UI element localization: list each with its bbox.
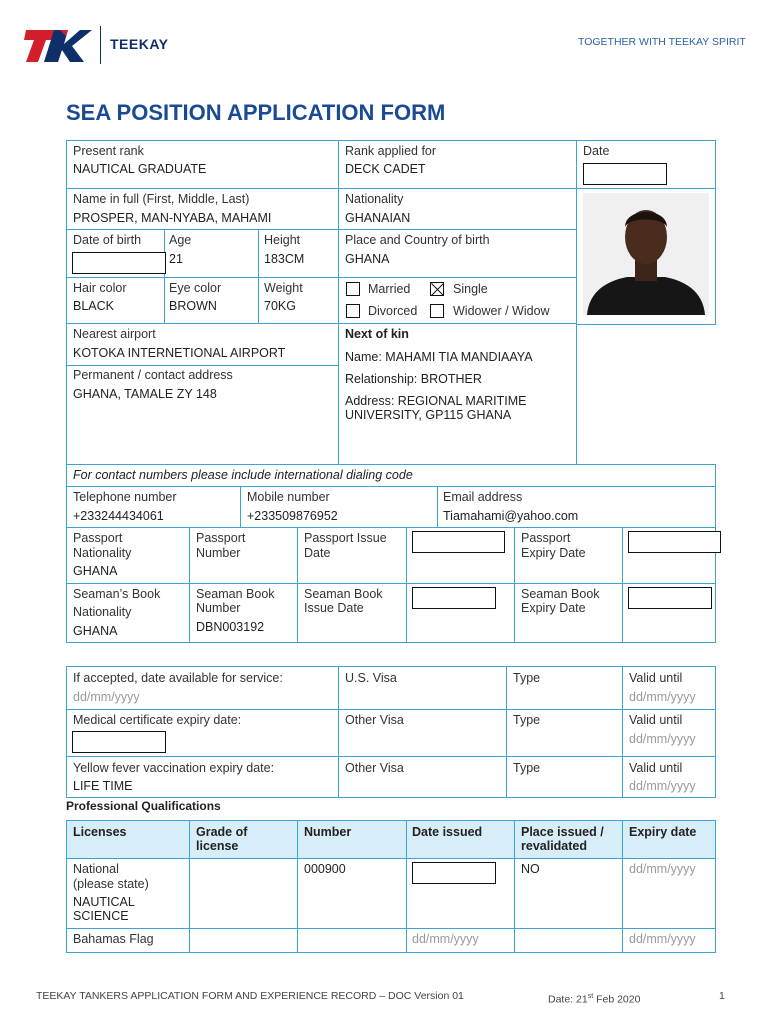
passport-expiry-label-1: Passport (521, 531, 571, 545)
license-national-expiry[interactable]: dd/mm/yyyy (629, 862, 696, 876)
col-place-2: revalidated (521, 839, 588, 853)
widower-checkbox[interactable] (430, 304, 444, 318)
mobile-value[interactable]: +233509876952 (247, 509, 338, 523)
passport-nationality-label-2: Nationality (73, 546, 132, 560)
next-of-kin-heading: Next of kin (345, 327, 409, 341)
airport-value[interactable]: KOTOKA INTERNETIONAL AIRPORT (73, 346, 286, 360)
hair-color-value[interactable]: BLACK (73, 299, 114, 313)
col-number: Number (304, 825, 352, 839)
single-checkbox[interactable] (430, 282, 444, 296)
seaman-nationality-label-1: Seaman’s Book (73, 587, 161, 601)
seaman-issue-field[interactable] (412, 587, 496, 609)
other-visa-1-type-label: Type (513, 713, 541, 727)
birthplace-value[interactable]: GHANA (345, 252, 390, 266)
other-visa-2-label: Other Visa (345, 761, 404, 775)
widower-label: Widower / Widow (453, 304, 550, 318)
seaman-number-label-2: Number (196, 601, 241, 615)
teekay-logo (24, 26, 174, 66)
date-label: Date (583, 144, 610, 158)
us-visa-type-label: Type (513, 671, 541, 685)
weight-value[interactable]: 70KG (264, 299, 296, 313)
airport-label: Nearest airport (73, 327, 156, 341)
weight-label: Weight (264, 281, 303, 295)
qualifications-heading: Professional Qualifications (66, 799, 221, 813)
nationality-value[interactable]: GHANAIAN (345, 211, 411, 225)
email-value[interactable]: Tiamahami@yahoo.com (443, 509, 579, 523)
other-visa-2-valid-field[interactable]: dd/mm/yyyy (629, 779, 696, 793)
married-label: Married (368, 282, 411, 296)
footer-date-sup: st (587, 993, 594, 1000)
eye-color-label: Eye color (169, 281, 222, 295)
address-value[interactable]: GHANA, TAMALE ZY 148 (73, 387, 217, 401)
license-national-place[interactable]: NO (521, 862, 540, 876)
passport-nationality-label-1: Passport (73, 531, 123, 545)
license-national-4[interactable]: SCIENCE (73, 909, 129, 923)
next-of-kin-name[interactable]: Name: MAHAMI TIA MANDIAAYA (345, 350, 533, 364)
present-rank-value[interactable]: NAUTICAL GRADUATE (73, 162, 207, 176)
seaman-expiry-label-1: Seaman Book (521, 587, 600, 601)
license-bahamas-expiry[interactable]: dd/mm/yyyy (629, 932, 696, 946)
seaman-expiry-field[interactable] (628, 587, 712, 609)
age-label: Age (169, 233, 192, 247)
divorced-label: Divorced (368, 304, 418, 318)
us-visa-label: U.S. Visa (345, 671, 397, 685)
height-label: Height (264, 233, 301, 247)
age-value[interactable]: 21 (169, 252, 183, 266)
license-national-2: (please state) (73, 877, 149, 891)
applicant-photo (583, 193, 709, 315)
tagline: TOGETHER WITH TEEKAY SPIRIT (578, 36, 746, 48)
us-visa-valid-field[interactable]: dd/mm/yyyy (629, 690, 696, 704)
form-title: SEA POSITION APPLICATION FORM (66, 100, 446, 125)
medical-field[interactable] (72, 731, 166, 753)
next-of-kin-address-2[interactable]: UNIVERSITY, GP115 GHANA (345, 408, 512, 422)
footer-doc-title: TEEKAY TANKERS APPLICATION FORM AND EXPERIENCE RECORD – DOC Version 01 (36, 990, 464, 1002)
col-licenses: Licenses (73, 825, 127, 839)
col-grade-1: Grade of (196, 825, 248, 839)
seaman-number-value[interactable]: DBN003192 (196, 620, 265, 634)
license-national-3[interactable]: NAUTICAL (73, 895, 135, 909)
teekay-logo-mark (24, 26, 92, 66)
other-visa-1-valid-label: Valid until (629, 713, 683, 727)
license-national-number[interactable]: 000900 (304, 862, 346, 876)
mobile-label: Mobile number (247, 490, 330, 504)
passport-nationality-value[interactable]: GHANA (73, 564, 118, 578)
other-visa-2-type-label: Type (513, 761, 541, 775)
qualifications-header-row (67, 821, 715, 858)
license-bahamas: Bahamas Flag (73, 932, 154, 946)
married-checkbox[interactable] (346, 282, 360, 296)
footer-date (548, 989, 640, 1008)
telephone-value[interactable]: +233244434061 (73, 509, 164, 523)
birthplace-label: Place and Country of birth (345, 233, 490, 247)
dob-label: Date of birth (73, 233, 142, 247)
email-label: Email address (443, 490, 523, 504)
col-grade-2: license (196, 839, 239, 853)
rank-applied-value[interactable]: DECK CADET (345, 162, 426, 176)
col-expiry: Expiry date (629, 825, 697, 839)
contact-note: For contact numbers please include international dialing code (73, 468, 413, 482)
nationality-label: Nationality (345, 192, 404, 206)
col-date-issued: Date issued (412, 825, 483, 839)
logo-wordmark: TEEKAY (110, 36, 169, 52)
single-label: Single (453, 282, 488, 296)
seaman-issue-label-1: Seaman Book (304, 587, 383, 601)
passport-issue-label-1: Passport Issue (304, 531, 387, 545)
seaman-expiry-label-2: Expiry Date (521, 601, 586, 615)
divorced-checkbox[interactable] (346, 304, 360, 318)
next-of-kin-address-1[interactable]: Address: REGIONAL MARITIME (345, 394, 527, 408)
next-of-kin-relationship[interactable]: Relationship: BROTHER (345, 372, 482, 386)
telephone-label: Telephone number (73, 490, 177, 504)
seaman-nationality-value[interactable]: GHANA (73, 624, 118, 638)
full-name-label: Name in full (First, Middle, Last) (73, 192, 250, 206)
license-bahamas-date[interactable]: dd/mm/yyyy (412, 932, 479, 946)
license-national-1: National (73, 862, 119, 876)
medical-label: Medical certificate expiry date: (73, 713, 242, 727)
passport-expiry-label-2: Expiry Date (521, 546, 586, 560)
other-visa-1-valid-field[interactable]: dd/mm/yyyy (629, 732, 696, 746)
availability-label: If accepted, date available for service: (73, 671, 283, 685)
full-name-value[interactable]: PROSPER, MAN-NYABA, MAHAMI (73, 211, 272, 225)
yellow-fever-label: Yellow fever vaccination expiry date: (73, 761, 275, 775)
yellow-fever-value[interactable]: LIFE TIME (73, 779, 133, 793)
other-visa-2-valid-label: Valid until (629, 761, 683, 775)
dob-field[interactable] (72, 252, 166, 274)
col-place-1: Place issued / (521, 825, 604, 839)
seaman-issue-label-2: Issue Date (304, 601, 364, 615)
hair-color-label: Hair color (73, 281, 127, 295)
footer-date-suffix: Feb 2020 (593, 993, 641, 1006)
seaman-number-label-1: Seaman Book (196, 587, 275, 601)
passport-number-label-1: Passport (196, 531, 246, 545)
eye-color-value[interactable]: BROWN (169, 299, 217, 313)
footer-page-number: 1 (719, 990, 725, 1002)
license-national-date-field[interactable] (412, 862, 496, 884)
date-field[interactable] (583, 163, 667, 185)
footer-date-prefix: Date: 21 (548, 993, 588, 1006)
rank-applied-label: Rank applied for (345, 144, 437, 158)
passport-issue-label-2: Date (304, 546, 331, 560)
passport-number-label-2: Number (196, 546, 241, 560)
passport-issue-field[interactable] (412, 531, 505, 553)
seaman-nationality-label-2: Nationality (73, 605, 132, 619)
logo-divider (100, 26, 101, 64)
passport-expiry-field[interactable] (628, 531, 721, 553)
present-rank-label: Present rank (73, 144, 144, 158)
availability-field[interactable]: dd/mm/yyyy (73, 690, 140, 704)
address-label: Permanent / contact address (73, 368, 233, 382)
height-value[interactable]: 183CM (264, 252, 305, 266)
us-visa-valid-label: Valid until (629, 671, 683, 685)
other-visa-1-label: Other Visa (345, 713, 404, 727)
